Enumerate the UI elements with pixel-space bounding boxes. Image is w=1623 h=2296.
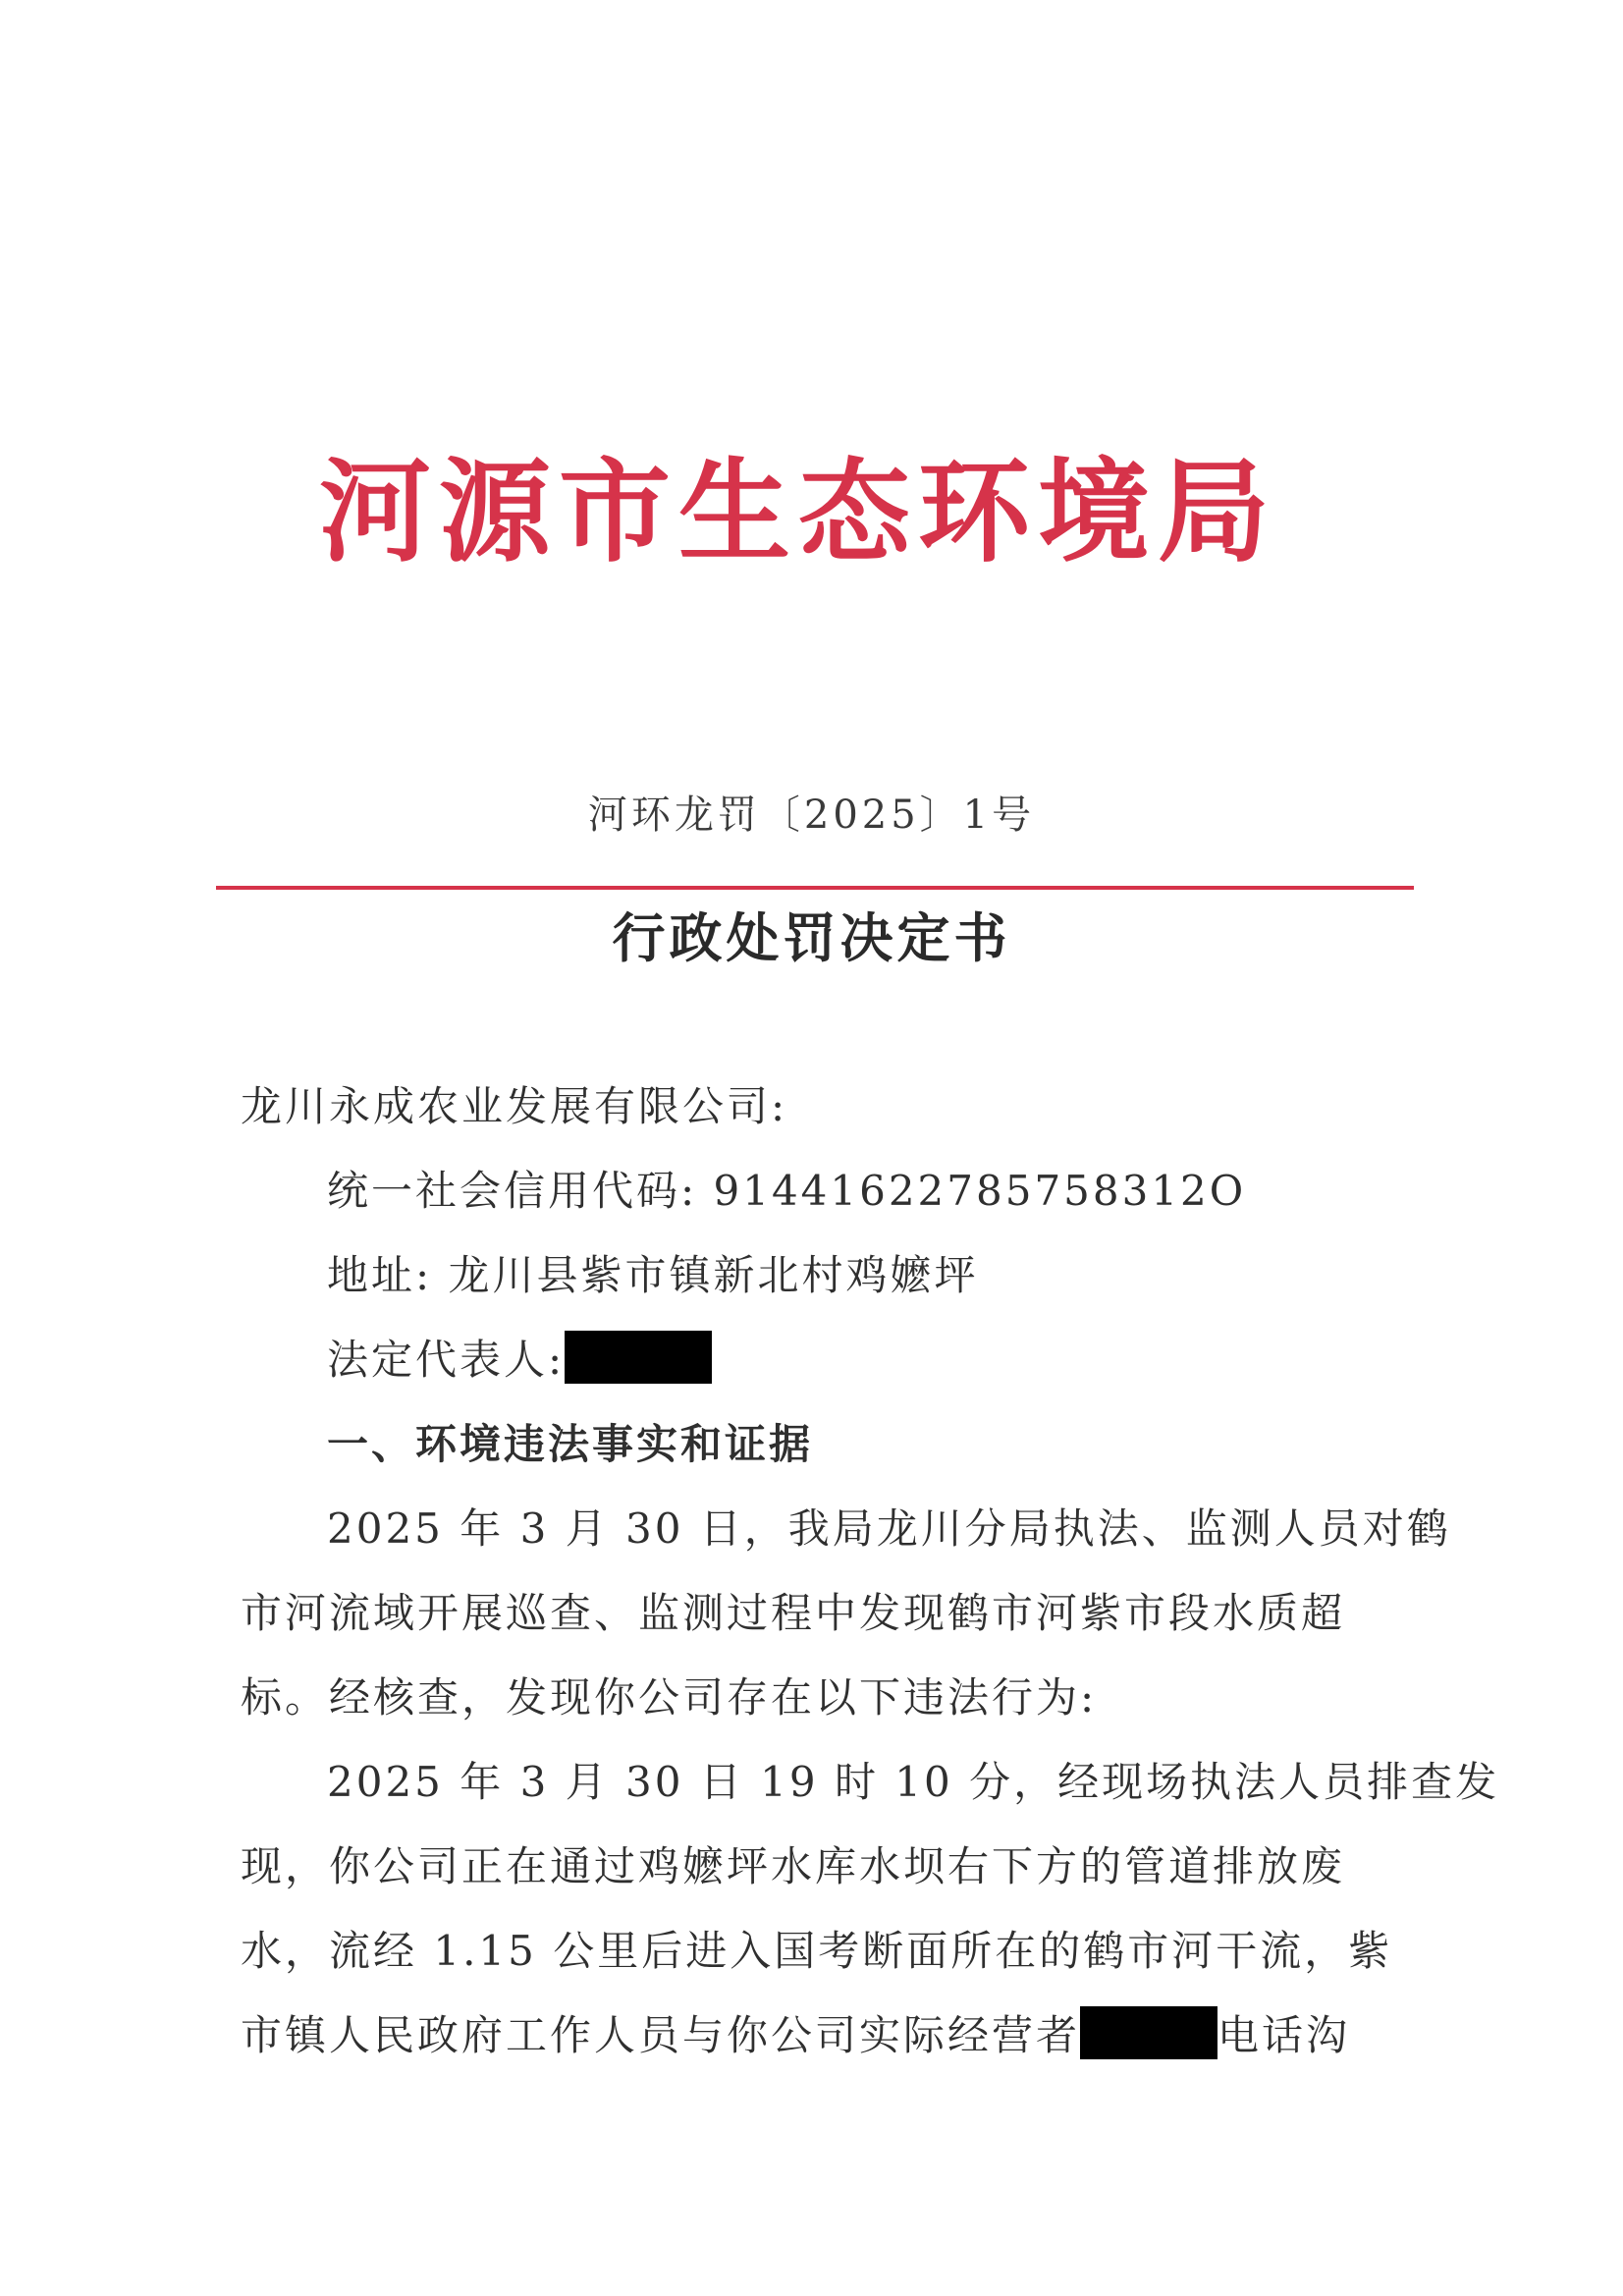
redacted-name-block: [1080, 2006, 1217, 2059]
section-heading: 一、环境违法事实和证据: [327, 1420, 814, 1468]
paragraph-line: 现，你公司正在通过鸡嬷坪水库水坝右下方的管道排放废: [241, 1842, 1346, 1890]
legal-rep-line: [241, 1318, 1380, 1402]
paragraph-text: 市镇人民政府工作人员与你公司实际经营者: [241, 2011, 1081, 2059]
recipient-line: 龙川永成农业发展有限公司:: [241, 1082, 788, 1130]
document-number: 河环龙罚〔2025〕1号: [587, 793, 1036, 838]
address-line: 地址: 龙川县紫市镇新北村鸡嬷坪: [327, 1251, 979, 1299]
document-title: 行政处罚决定书: [612, 907, 1011, 969]
paragraph-1: [241, 1487, 1451, 1740]
document-body: [241, 1065, 1500, 2078]
redacted-name-block: [565, 1331, 712, 1384]
paragraph-line: 2025 年 3 月 30 日，我局龙川分局执法、监测人员对鹤: [327, 1504, 1451, 1553]
paragraph-line: 2025 年 3 月 30 日 19 时 10 分，经现场执法人员排查发: [327, 1758, 1500, 1806]
credit-code-line: 统一社会信用代码: 91441622785758312O: [327, 1167, 1247, 1215]
paragraph-text: 电话沟: [1217, 2011, 1351, 2059]
red-divider-line: [216, 886, 1414, 890]
paragraph-line: 标。经核查，发现你公司存在以下违法行为:: [241, 1673, 1098, 1722]
paragraph-line: 市河流域开展巡查、监测过程中发现鹤市河紫市段水质超: [241, 1589, 1346, 1637]
legal-rep-label: 法定代表人:: [327, 1336, 566, 1384]
paragraph-line: 水，流经 1.15 公里后进入国考断面所在的鹤市河干流，紫: [241, 1927, 1393, 1975]
paragraph-2: [241, 1740, 1500, 2078]
paragraph-line: [241, 1994, 1380, 2078]
agency-masthead: 河源市生态环境局: [319, 447, 1278, 577]
